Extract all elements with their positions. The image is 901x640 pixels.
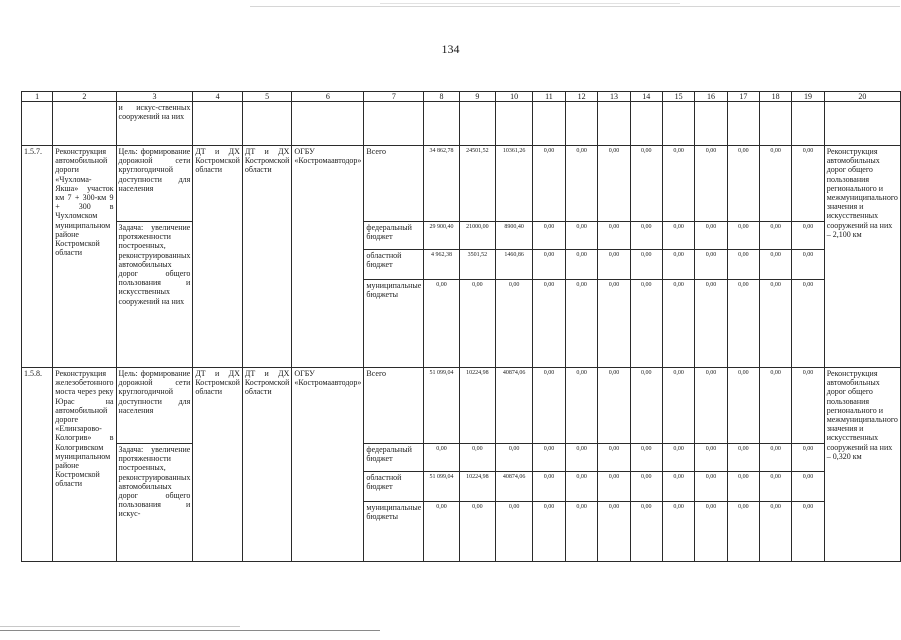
funding-value: 0,00 xyxy=(630,368,662,444)
funding-value: 3501,52 xyxy=(459,250,496,280)
record-co-executor: ДТ и ДХ Костромской области xyxy=(242,368,292,562)
column-number-cell: 10 xyxy=(496,92,533,102)
funding-value: 0,00 xyxy=(532,146,565,222)
column-number-cell: 19 xyxy=(792,92,824,102)
record-name: Реконструкция железобетонного моста через реку Юрас на автомобильной дороге «Елинзарово-Кологрив» в Кологривском муниципальном районе Костромской области xyxy=(53,368,116,562)
funding-value: 0,00 xyxy=(598,280,630,368)
column-number-cell: 18 xyxy=(760,92,792,102)
funding-value: 0,00 xyxy=(496,444,533,472)
funding-value: 0,00 xyxy=(727,250,759,280)
funding-value: 0,00 xyxy=(662,444,694,472)
record-executor: ДТ и ДХ Костромской области xyxy=(193,368,243,562)
funding-value: 8900,40 xyxy=(496,222,533,250)
record-executor: ДТ и ДХ Костромской области xyxy=(193,146,243,368)
funding-row xyxy=(22,222,901,250)
funding-value: 0,00 xyxy=(792,472,824,502)
record-co-executor: ДТ и ДХ Костромской области xyxy=(242,146,292,368)
column-number-cell: 11 xyxy=(532,92,565,102)
funding-value: 40874,06 xyxy=(496,472,533,502)
column-number-cell: 3 xyxy=(116,92,193,102)
column-number-cell: 17 xyxy=(727,92,759,102)
funding-value: 0,00 xyxy=(662,368,694,444)
continuation-row xyxy=(22,102,901,146)
funding-value: 0,00 xyxy=(630,250,662,280)
column-number-cell: 13 xyxy=(598,92,630,102)
funding-source: муниципальные бюджеты xyxy=(364,502,424,562)
funding-value: 10224,98 xyxy=(459,472,496,502)
funding-value: 0,00 xyxy=(424,280,459,368)
scan-artifact-line xyxy=(0,630,380,631)
funding-source: областной бюджет xyxy=(364,472,424,502)
funding-value: 10361,26 xyxy=(496,146,533,222)
funding-value: 0,00 xyxy=(598,368,630,444)
funding-value: 0,00 xyxy=(695,502,727,562)
funding-value: 0,00 xyxy=(792,444,824,472)
funding-value: 0,00 xyxy=(630,146,662,222)
funding-value: 0,00 xyxy=(630,222,662,250)
funding-value: 0,00 xyxy=(695,146,727,222)
funding-value: 0,00 xyxy=(459,444,496,472)
funding-value: 0,00 xyxy=(662,222,694,250)
funding-value: 0,00 xyxy=(532,222,565,250)
page-number: 134 xyxy=(441,42,460,56)
record-name: Реконструкция автомобильной дороги «Чухлома-Якша» участок км 7 + 300-км 9 + 300 в Чухломском муниципальном районе Костромской области xyxy=(53,146,116,368)
funding-value: 24501,52 xyxy=(459,146,496,222)
funding-value: 0,00 xyxy=(565,222,597,250)
funding-value: 0,00 xyxy=(695,250,727,280)
record-customer: ОГБУ «Костромаавтодор» xyxy=(292,146,364,368)
funding-value: 0,00 xyxy=(496,280,533,368)
funding-value: 0,00 xyxy=(792,250,824,280)
column-number-cell: 20 xyxy=(824,92,900,102)
funding-value: 0,00 xyxy=(459,280,496,368)
funding-value: 0,00 xyxy=(459,502,496,562)
funding-value: 0,00 xyxy=(598,444,630,472)
funding-value: 0,00 xyxy=(760,146,792,222)
funding-value: 0,00 xyxy=(760,502,792,562)
scan-artifact-line xyxy=(0,626,240,627)
record-number: 1.5.8. xyxy=(22,368,53,562)
record-number: 1.5.7. xyxy=(22,146,53,368)
funding-value: 0,00 xyxy=(760,250,792,280)
funding-value: 0,00 xyxy=(662,280,694,368)
column-number-cell: 9 xyxy=(459,92,496,102)
funding-value: 0,00 xyxy=(760,444,792,472)
scan-artifact-line xyxy=(250,6,900,7)
funding-value: 1460,86 xyxy=(496,250,533,280)
funding-value: 0,00 xyxy=(727,444,759,472)
funding-source: федеральный бюджет xyxy=(364,444,424,472)
funding-value: 29 900,40 xyxy=(424,222,459,250)
column-number-cell: 7 xyxy=(364,92,424,102)
funding-value: 0,00 xyxy=(565,444,597,472)
funding-value: 10224,98 xyxy=(459,368,496,444)
funding-value: 51 099,04 xyxy=(424,472,459,502)
funding-value: 0,00 xyxy=(792,368,824,444)
funding-value: 0,00 xyxy=(760,368,792,444)
funding-value: 0,00 xyxy=(792,146,824,222)
funding-value: 4 962,38 xyxy=(424,250,459,280)
funding-row xyxy=(22,444,901,472)
column-number-cell: 6 xyxy=(292,92,364,102)
funding-value: 0,00 xyxy=(565,146,597,222)
funding-source: федеральный бюджет xyxy=(364,222,424,250)
funding-source: Всего xyxy=(364,146,424,222)
record-goal: Цель: формирование дорожной сети круглогодичной доступности для населения xyxy=(116,146,193,222)
scan-artifact-line xyxy=(380,3,680,4)
funding-value: 0,00 xyxy=(695,472,727,502)
funding-value: 0,00 xyxy=(695,280,727,368)
funding-value: 0,00 xyxy=(598,250,630,280)
funding-value: 0,00 xyxy=(695,368,727,444)
column-number-cell: 14 xyxy=(630,92,662,102)
funding-value: 0,00 xyxy=(532,250,565,280)
funding-value: 0,00 xyxy=(760,472,792,502)
funding-value: 0,00 xyxy=(496,502,533,562)
record-task: Задача: увеличение протяженности построенных, реконструированных автомобильных дорог общего пользования и искус- xyxy=(116,444,193,562)
funding-value: 0,00 xyxy=(727,502,759,562)
column-number-cell: 1 xyxy=(22,92,53,102)
funding-value: 0,00 xyxy=(760,222,792,250)
column-number-cell: 15 xyxy=(662,92,694,102)
program-table xyxy=(21,91,901,562)
funding-value: 0,00 xyxy=(630,444,662,472)
funding-value: 0,00 xyxy=(662,502,694,562)
funding-value: 0,00 xyxy=(532,280,565,368)
funding-value: 51 099,04 xyxy=(424,368,459,444)
funding-value: 0,00 xyxy=(727,280,759,368)
funding-value: 0,00 xyxy=(532,472,565,502)
funding-value: 0,00 xyxy=(565,502,597,562)
funding-value: 0,00 xyxy=(760,280,792,368)
record-row xyxy=(22,146,901,222)
funding-source: Всего xyxy=(364,368,424,444)
record-result: Реконструкция автомобильных дорог общего пользования регионального и межмуниципального значения и искусственных сооружений на них – 0,320 км xyxy=(824,368,900,562)
funding-value: 0,00 xyxy=(662,472,694,502)
funding-value: 0,00 xyxy=(565,368,597,444)
column-number-cell: 16 xyxy=(695,92,727,102)
funding-value: 0,00 xyxy=(532,502,565,562)
column-number-cell: 8 xyxy=(424,92,459,102)
funding-value: 21000,00 xyxy=(459,222,496,250)
funding-value: 0,00 xyxy=(598,222,630,250)
funding-value: 0,00 xyxy=(792,502,824,562)
funding-value: 0,00 xyxy=(727,472,759,502)
funding-value: 0,00 xyxy=(532,444,565,472)
funding-source: областной бюджет xyxy=(364,250,424,280)
funding-value: 0,00 xyxy=(727,146,759,222)
funding-value: 0,00 xyxy=(630,502,662,562)
funding-value: 0,00 xyxy=(598,502,630,562)
funding-value: 0,00 xyxy=(424,444,459,472)
funding-source: муниципальные бюджеты xyxy=(364,280,424,368)
funding-value: 0,00 xyxy=(565,250,597,280)
column-number-cell: 4 xyxy=(193,92,243,102)
funding-value: 40874,06 xyxy=(496,368,533,444)
record-task: Задача: увеличение протяженности построенных, реконструированных автомобильных дорог общего пользования и искусственных сооружений на них xyxy=(116,222,193,368)
funding-value: 0,00 xyxy=(565,280,597,368)
funding-value: 0,00 xyxy=(662,250,694,280)
column-number-cell: 5 xyxy=(242,92,292,102)
record-result: Реконструкция автомобильных дорог общего пользования регионального и межмуниципального значения и искусственных сооружений на них – 2,100 км xyxy=(824,146,900,368)
record-customer: ОГБУ «Костромаавтодор» xyxy=(292,368,364,562)
funding-value: 0,00 xyxy=(532,368,565,444)
funding-value: 0,00 xyxy=(792,222,824,250)
funding-value: 34 862,78 xyxy=(424,146,459,222)
funding-value: 0,00 xyxy=(792,280,824,368)
funding-value: 0,00 xyxy=(565,472,597,502)
funding-value: 0,00 xyxy=(727,222,759,250)
funding-value: 0,00 xyxy=(727,368,759,444)
funding-value: 0,00 xyxy=(424,502,459,562)
funding-value: 0,00 xyxy=(662,146,694,222)
funding-value: 0,00 xyxy=(695,222,727,250)
funding-value: 0,00 xyxy=(630,472,662,502)
funding-value: 0,00 xyxy=(598,472,630,502)
record-goal: Цель: формирование дорожной сети круглогодичной доступности для населения xyxy=(116,368,193,444)
task-continuation: и искус-ственных сооружений на них xyxy=(116,102,193,146)
column-number-row xyxy=(22,92,901,102)
funding-value: 0,00 xyxy=(630,280,662,368)
record-row xyxy=(22,368,901,444)
column-number-cell: 2 xyxy=(53,92,116,102)
column-number-cell: 12 xyxy=(565,92,597,102)
funding-value: 0,00 xyxy=(598,146,630,222)
funding-value: 0,00 xyxy=(695,444,727,472)
